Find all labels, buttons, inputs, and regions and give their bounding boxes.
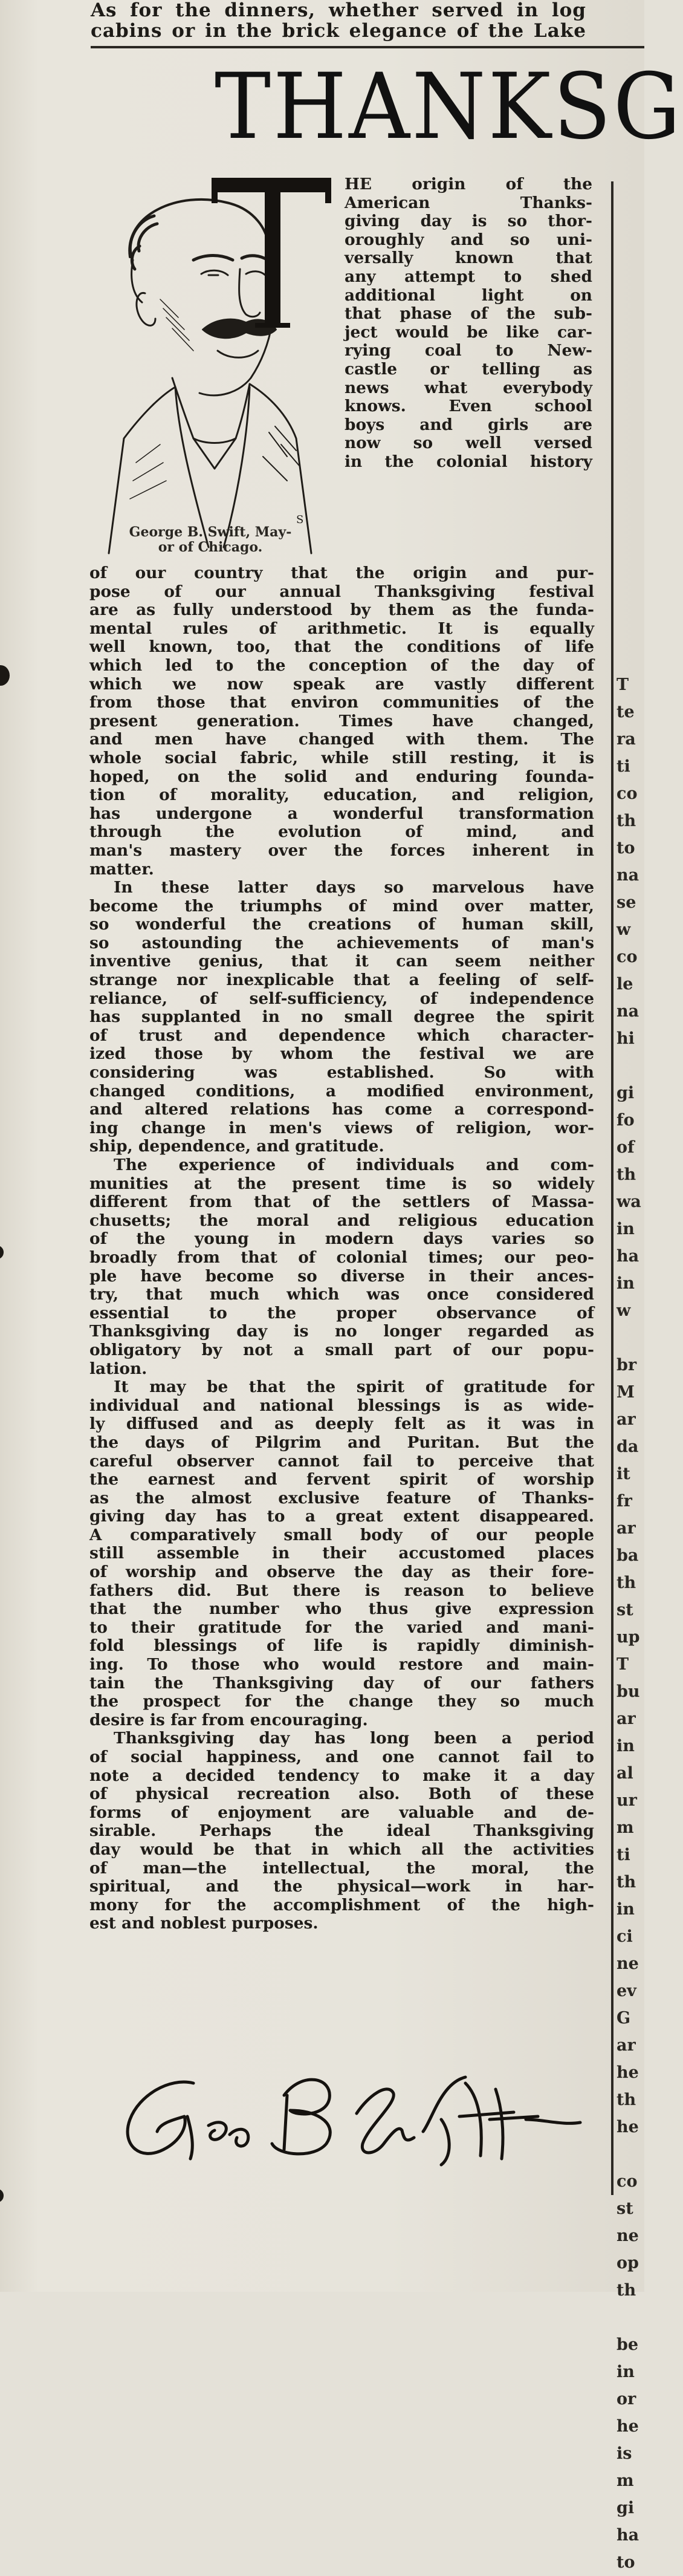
article-line: ject would be like car- [345,322,592,342]
article-line: the days of Pilgrim and Puritan. But the [89,1433,594,1452]
article-line: still assemble in their accustomed places [89,1544,594,1563]
fragment-line [617,236,644,263]
article-line: of trust and dependence which character- [89,1026,594,1045]
article-line: strange nor inexplicable that a feeling of self- [89,971,594,990]
article-line: changed conditions, a modified environment, [89,1081,594,1101]
article-line: that the number who thus give expression [89,1599,594,1619]
fragment-line: ha [617,1247,639,1266]
binding-hole [0,2189,4,2202]
fragment-line [617,2141,644,2168]
article-line: The experience of individuals and com- [114,1156,594,1174]
fragment-line: in [617,2363,635,2381]
fragment-line [617,508,644,535]
fragment-line: be [617,2335,639,2354]
fragment-line: ne [617,2226,639,2245]
fragment-line: al [617,1764,633,1783]
fragment-line: te [617,703,635,721]
fragment-line: ar [617,1519,636,1538]
fragment-line: up [617,1628,640,1647]
fragment-line: G [617,2009,631,2028]
article-line: forms of enjoyment are valuable and de- [89,1803,594,1822]
article-line: and men have changed with them. The [89,730,594,749]
fragment-line: to [617,839,635,857]
article-line: of physical recreation also. Both of these [89,1784,594,1804]
fragment-line [617,263,644,290]
article-line: of worship and observe the day as their fore- [89,1563,594,1582]
article-line: through the evolution of mind, and [89,822,594,842]
article-line: which led to the conception of the day of [89,655,594,675]
article-line: in the colonial history [345,452,592,471]
article-line: A comparatively small body of our people [89,1525,594,1544]
article-line: knows. Even school [345,397,592,416]
article-line: day would be that in which all the activities [89,1839,594,1859]
binding-hole [0,665,10,686]
section-divider [91,46,644,48]
fragment-line [617,1052,644,1079]
article-line: reliance, of self-sufficiency, of independence [89,989,594,1008]
fragment-line [617,317,644,345]
fragment-line: T [617,675,629,694]
fragment-line: se [617,893,636,912]
article-line: matter. [89,859,154,879]
fragment-line: to [617,2553,635,2572]
handwritten-signature [103,2059,586,2168]
fragment-line [617,181,644,209]
article-line: munities at the present time is so widely [89,1174,594,1193]
svg-text:S: S [296,513,304,526]
fragment-line: of [617,1138,635,1157]
article-line: of man—the intellectual, the moral, the [89,1858,594,1878]
fragment-line: fo [617,1111,635,1130]
adjacent-column-fragment [617,181,644,2576]
fragment-line: M [617,1383,635,1402]
fragment-line: ne [617,1954,639,1973]
article-line: and altered relations has come a correspond- [89,1100,594,1119]
fragment-line: op [617,2254,639,2272]
article-line: rying coal to New- [345,341,592,360]
signature [103,2059,586,2168]
fragment-line: hi [617,1029,635,1048]
article-line: additional light on [345,285,592,305]
fragment-line [617,290,644,317]
signature-text: Geo B Swift [103,2059,106,2060]
article-line: ship, dependence, and gratitude. [89,1137,384,1156]
article-line: boys and girls are [345,415,592,434]
article-line: has supplanted in no small degree the spirit [89,1007,594,1027]
fragment-line [617,345,644,372]
article-line: has undergone a wonderful transformation [89,804,594,823]
article-line: In these latter days so marvelous have [114,878,594,897]
fragment-line: ar [617,1709,636,1728]
article-line: mony for the accomplishment of the high- [89,1895,594,1914]
fragment-line [617,426,644,454]
article-line: sirable. Perhaps the ideal Thanksgiving [89,1821,594,1841]
article-line: of social happiness, and one cannot fail to [89,1748,594,1766]
fragment-line: ba [617,1546,639,1565]
article-line: to their gratitude for the varied and mani- [89,1618,594,1637]
fragment-line [617,209,644,236]
fragment-line: th [617,2090,636,2109]
previous-article-text [91,0,586,41]
drop-cap [212,178,331,335]
fragment-line: in [617,1737,635,1755]
article-line: ple have become so diverse in their ances- [89,1266,594,1286]
fragment-line [617,399,644,426]
article-line: whole social fabric, while still resting, it is [89,748,594,767]
headline: THANKSG [215,54,683,160]
article-line: American Thanks- [345,193,592,212]
fragment-line: co [617,948,638,966]
fragment-line: ar [617,1410,636,1429]
fragment-line: na [617,1002,639,1021]
article-line: castle or telling as [345,359,592,379]
article-line: news what everybody [345,378,592,397]
article-line: any attempt to shed [345,267,592,286]
article-line: the earnest and fervent spirit of worship [89,1470,594,1489]
article-line: tion of morality, education, and religion, [89,785,594,805]
article-line: versally known that [345,249,592,268]
fragment-line [617,535,644,562]
article-line: the prospect for the change they so much [89,1692,594,1711]
article-line: so wonderful the creations of human skill, [89,915,594,934]
fragment-line: st [617,1601,633,1619]
previous-article-line: As for the dinners, whether served in log [91,0,586,21]
fragment-line [617,590,644,617]
article-line: ing change in men's views of religion, wor- [89,1118,594,1137]
fragment-line: gi [617,2499,635,2517]
fragment-line: th [617,812,636,830]
article-body [89,564,594,1933]
fragment-line: fr [617,1492,632,1511]
article-line: mental rules of arithmetic. It is equally [89,619,594,638]
fragment-line: br [617,1356,637,1374]
article-line: different from that of the settlers of Massa- [89,1192,594,1212]
fragment-line: w [617,1301,631,1320]
fragment-line [617,2304,644,2331]
article-line: that phase of the sub- [345,304,592,324]
drop-cap-letter [212,178,331,335]
fragment-line: he [617,2118,639,2136]
fragment-line: in [617,1900,635,1919]
article-line: ly diffused and as deeply felt as it was in [89,1414,594,1434]
fragment-line: th [617,2281,636,2300]
article-line: It may be that the spirit of gratitude for [114,1377,594,1397]
article-line: giving day has to a great extent disappeared. [89,1507,594,1526]
previous-article-line: cabins or in the brick elegance of the Lake [91,20,586,42]
fragment-line [617,454,644,481]
article-line: Thanksgiving day is no longer regarded as [89,1322,594,1341]
article-line: giving day is so thor- [345,212,592,231]
fragment-line: ar [617,2036,636,2055]
fragment-line: th [617,1573,636,1592]
fragment-line: ev [617,1982,636,2000]
article-line: considering was established. So with [89,1063,594,1082]
article-line: of the young in modern days varies so [89,1229,594,1249]
article-line: as the almost exclusive feature of Thanks- [89,1488,594,1508]
fragment-line: ur [617,1791,637,1810]
article-line: oroughly and so uni- [345,230,592,249]
fragment-line: in [617,1220,635,1238]
fragment-line: ra [617,730,636,749]
article-line: so astounding the achievements of man's [89,933,594,952]
article-line: est and noblest purposes. [89,1914,319,1933]
fragment-line [617,372,644,399]
article-intro-column [345,175,592,472]
article-line: ized those by whom the festival we are [89,1044,594,1064]
column-rule [611,181,613,2195]
fragment-line: in [617,1274,635,1293]
article-line: obligatory by not a small part of our popu- [89,1340,594,1359]
fragment-line: m [617,2471,634,2490]
article-line: pose of our annual Thanksgiving festival [89,582,594,601]
fragment-line: T [617,1655,629,1674]
article-line: HE origin of the [345,175,592,194]
fragment-line: le [617,975,633,994]
fragment-line: ti [617,1846,630,1864]
fragment-line [617,481,644,508]
article-line: from those that environ communities of the [89,693,594,712]
fragment-line: co [617,784,638,803]
fragment-line: he [617,2417,639,2436]
fragment-line: gi [617,1084,635,1102]
fragment-line: bu [617,1682,640,1701]
fragment-line: co [617,2172,638,2191]
article-line: ing. To those who would restore and main- [89,1655,594,1674]
article-line: are as fully understood by them as the funda- [89,600,594,620]
fragment-line: he [617,2063,639,2082]
fragment-line [617,1324,644,1351]
fragment-line: ci [617,1927,633,1946]
article-line: inventive genius, that it can seem neither [89,952,594,971]
fragment-line [617,617,644,644]
fragment-line: th [617,1873,636,1891]
article-line: fold blessings of life is rapidly diminish- [89,1636,594,1656]
article-line: note a decided tendency to make it a day [89,1766,594,1785]
binding-hole [0,1246,4,1259]
article-line: now so well versed [345,434,592,453]
fragment-line [617,644,644,671]
article-line: broadly from that of colonial times; our peo- [89,1247,594,1267]
fragment-line: m [617,1818,634,1837]
article-line: tain the Thanksgiving day of our fathers [89,1673,594,1693]
caption-line: George B. Swift, May- [129,524,292,540]
fragment-line: da [617,1437,639,1456]
caption-line: or of Chicago. [158,539,263,555]
article-line: man's mastery over the forces inherent in [89,841,594,860]
fragment-line: th [617,1165,636,1184]
article-line: Thanksgiving day has long been a period [114,1729,594,1748]
article-line: become the triumphs of mind over matter, [89,896,594,916]
fragment-line: na [617,866,639,885]
fragment-line: ti [617,757,630,776]
article-line: chusetts; the moral and religious education [89,1211,594,1230]
article-line: hoped, on the solid and enduring founda- [89,767,594,786]
article-line: spiritual, and the physical—work in har- [89,1877,594,1896]
fragment-line: is [617,2444,632,2463]
fragment-line: wa [617,1192,641,1211]
fragment-line: w [617,920,631,939]
article-line: fathers did. But there is reason to believe [89,1581,594,1600]
article-line: present generation. Times have changed, [89,711,594,730]
portrait-caption [108,525,313,555]
article-line: lation. [89,1359,147,1378]
article-line: desire is far from encouraging. [89,1710,368,1729]
fragment-line: st [617,2199,633,2218]
article-line: of our country that the origin and pur- [89,564,594,582]
article-line: careful observer cannot fail to perceive that [89,1451,594,1471]
fragment-line: or [617,2390,636,2408]
fragment-line: it [617,1465,630,1483]
fragment-line [617,562,644,590]
fragment-line: ha [617,2526,639,2545]
article-line: essential to the proper observance of [89,1303,594,1322]
article-line: individual and national blessings is as wide- [89,1396,594,1415]
article-line: try, that much which was once considered [89,1285,594,1304]
article-line: which we now speak are vastly different [89,674,594,694]
article-line: well known, too, that the conditions of life [89,637,594,657]
